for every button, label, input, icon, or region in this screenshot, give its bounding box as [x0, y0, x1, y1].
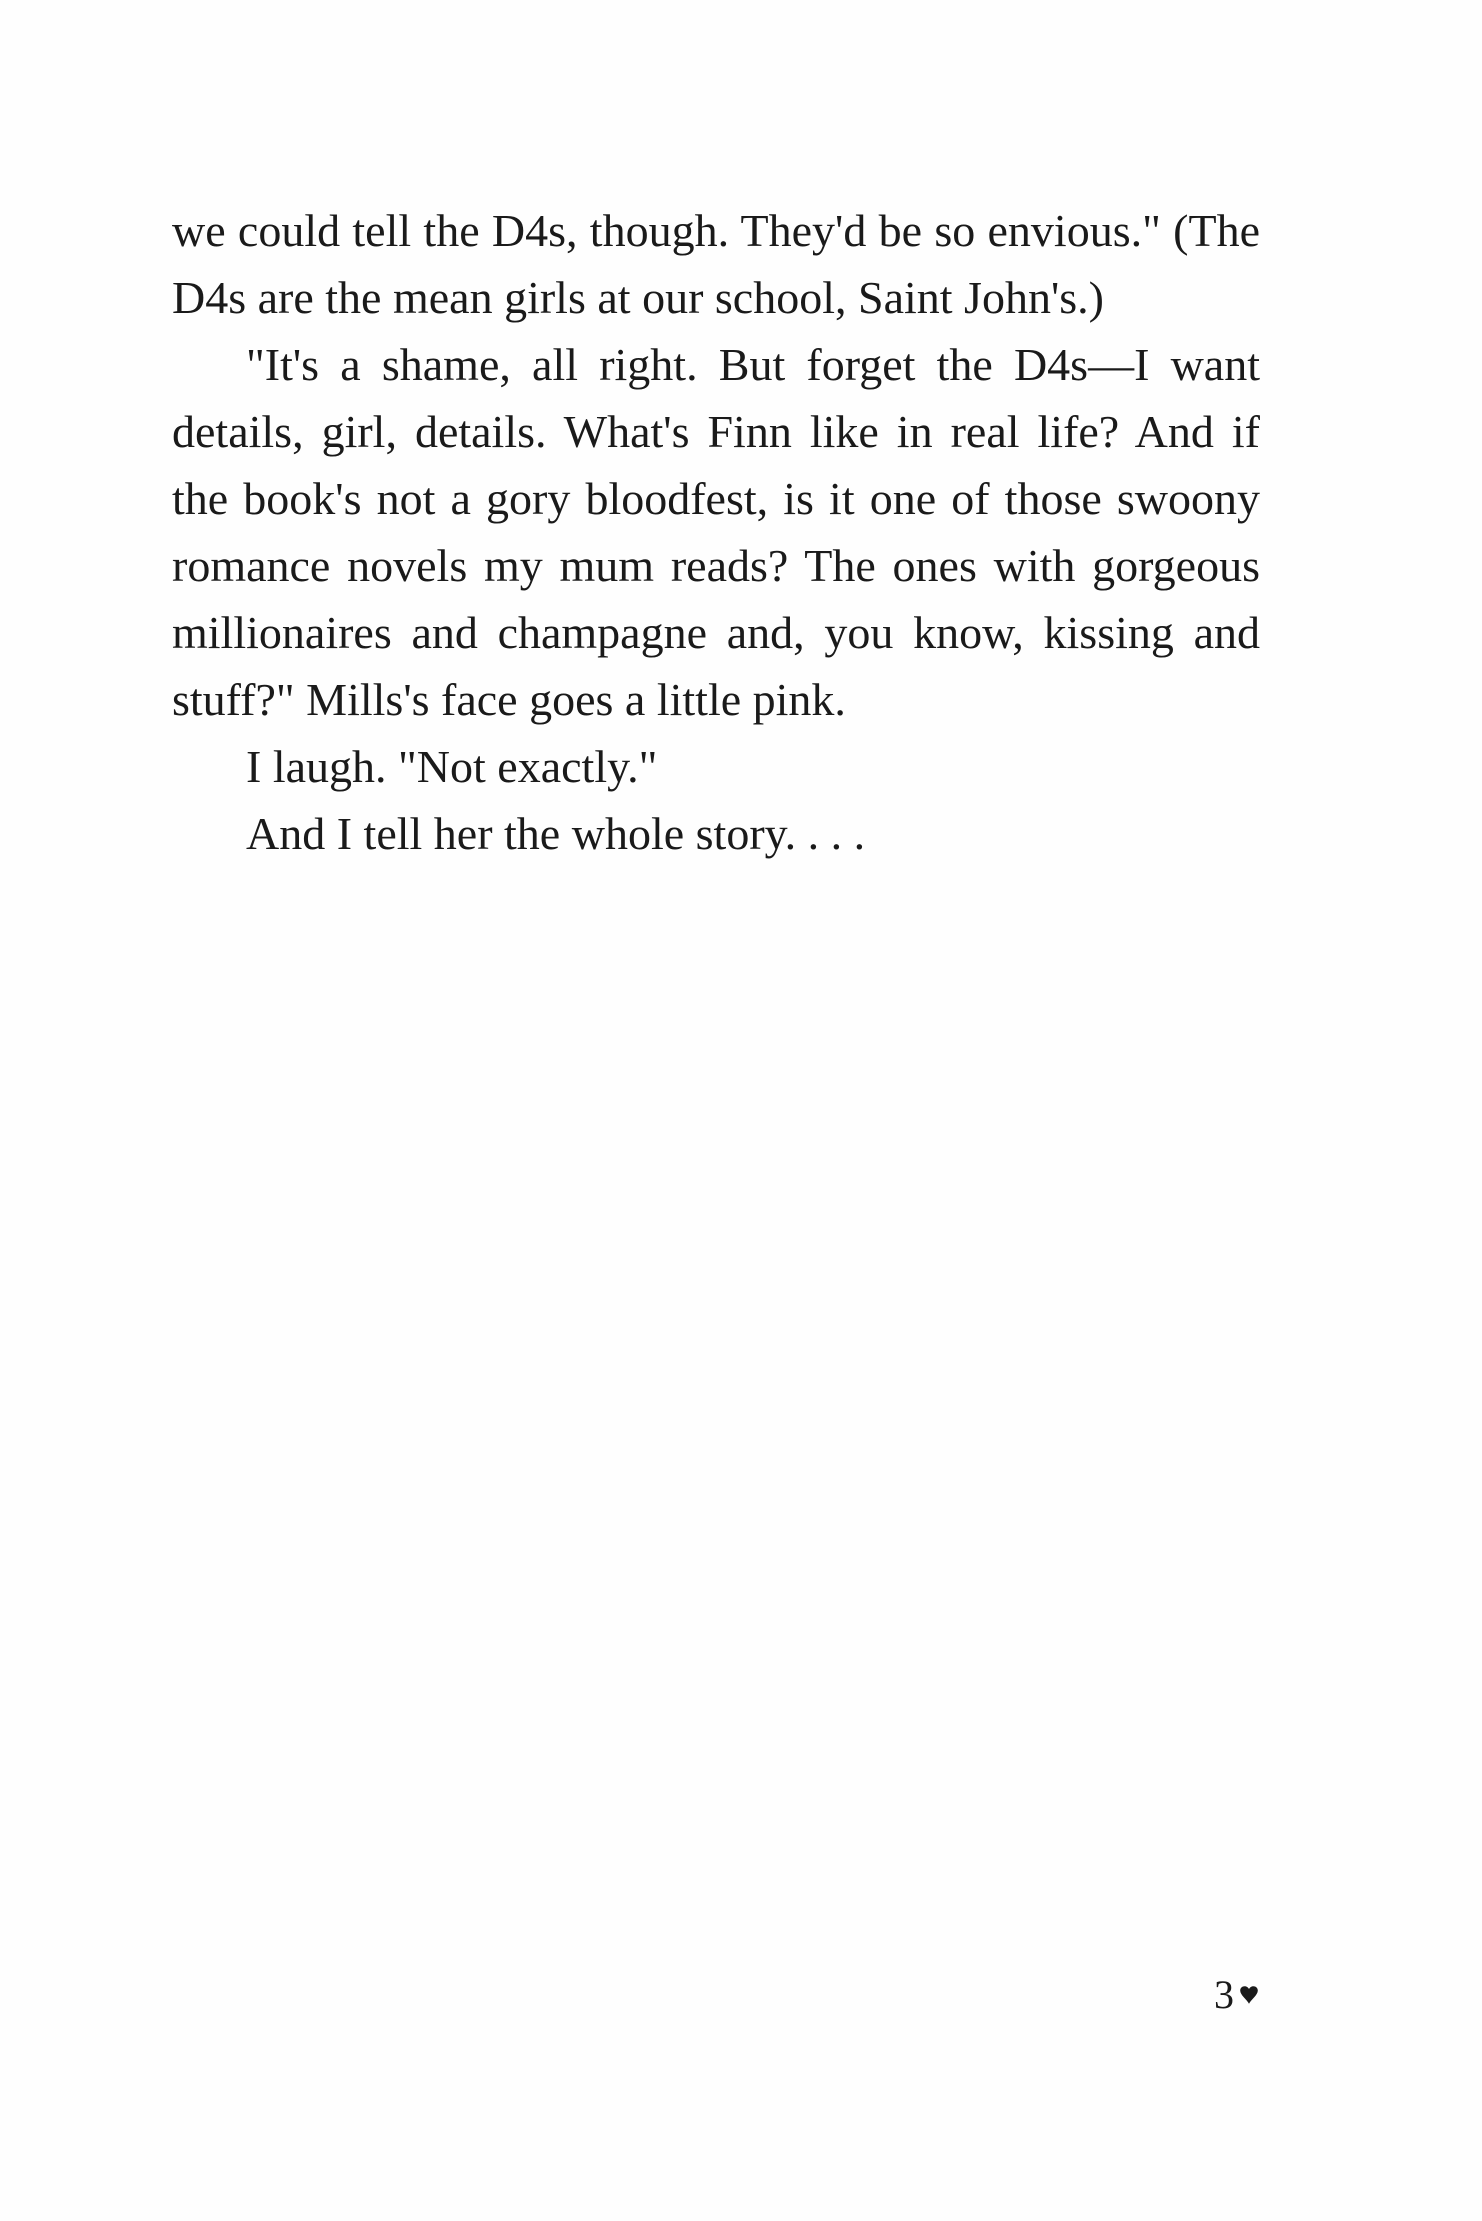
page-number-label: 3	[1214, 1972, 1234, 2017]
paragraph-4: And I tell her the whole story. . . .	[246, 808, 866, 859]
heart-icon	[1238, 1984, 1260, 2006]
paragraph-1: we could tell the D4s, though. They'd be so envious." (The D4s are the mean girls at our school, Saint John's.)	[172, 205, 1260, 323]
body-text	[172, 197, 1260, 867]
paragraph-2: "It's a shame, all right. But forget the D4s—I want details, girl, details. What's Finn like in real life? And if the book's not a gory bloodfest, is it one of those swoony romance novels my mum reads? The ones with gorgeous millionaires and champagne and, you know, kissing and stuff?" Mills's face goes a little pink.	[172, 339, 1260, 725]
page-number	[1214, 1970, 1260, 2020]
paragraph-3: I laugh. "Not exactly."	[246, 741, 658, 792]
